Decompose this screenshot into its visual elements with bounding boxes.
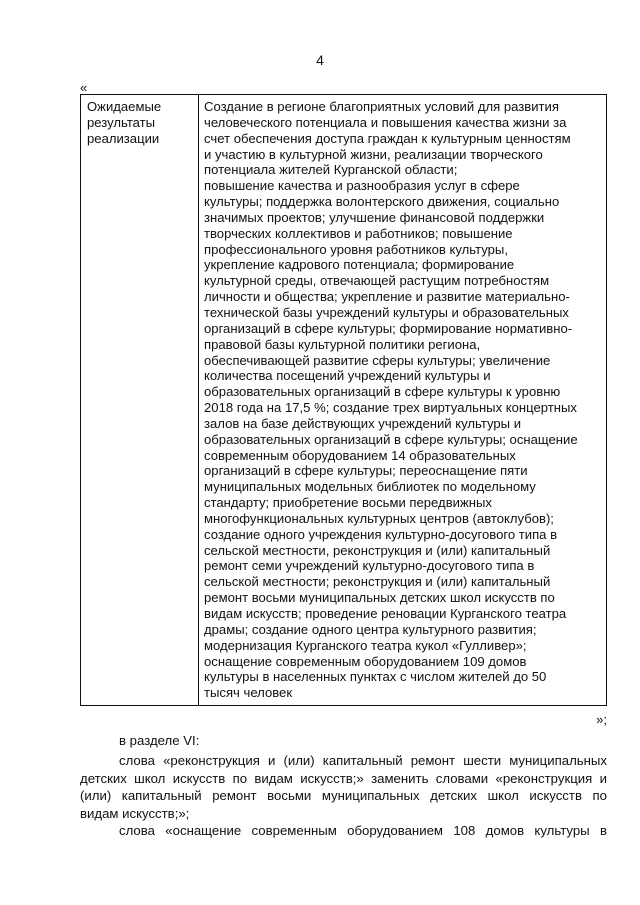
content-line: модернизация Курганского театра кукол «Гулливер»;: [204, 637, 527, 653]
amendment-paragraph-2: [80, 822, 607, 840]
paragraph-line: видам искусств;»;: [80, 805, 190, 821]
content-line: драмы; создание одного центра культурного развития;: [204, 621, 537, 637]
content-line: потенциала жителей Курганской области;: [204, 162, 458, 178]
content-line: и участию в культурной жизни, реализации творческого: [204, 146, 543, 162]
content-line: сельской местности; реконструкция и (или) капитальный: [204, 574, 551, 590]
content-line: образовательных организаций в сфере культуры; оснащение: [204, 431, 578, 447]
closing-quote-mark: »;: [596, 712, 607, 727]
label-line: результаты: [87, 114, 156, 130]
content-line: ремонт семи учреждений культурно-досугового типа в: [204, 558, 535, 574]
content-line: многофункциональных культурных центров (автоклубов);: [204, 510, 554, 526]
opening-quote-mark: «: [80, 80, 88, 95]
content-line: количества посещений учреждений культуры и: [204, 368, 491, 384]
row-content-cell: [199, 95, 607, 706]
amendment-paragraph-1: [80, 752, 607, 822]
content-line: укрепление кадрового потенциала; формирование: [204, 257, 515, 273]
table-row: [81, 95, 607, 706]
content-line: счет обеспечения доступа граждан к культурным ценностям: [204, 130, 571, 146]
content-line: творческих коллективов и работников; повышение: [204, 225, 513, 241]
content-line: современным оборудованием 14 образовательных: [204, 447, 516, 463]
content-line: человеческого потенциала и повышения качества жизни за: [204, 114, 567, 130]
content-line: оснащение современным оборудованием 109 домов: [204, 653, 527, 669]
content-line: залов на базе действующих учреждений культуры и: [204, 415, 522, 431]
paragraph-line: (или) капитальный ремонт восьми муниципальных детских школ искусств по: [80, 788, 607, 803]
content-line: обеспечивающей развитие сферы культуры; увеличение: [204, 352, 551, 368]
content-line: тысяч человек: [204, 685, 293, 701]
content-line: организаций в сфере культуры; переоснащение пяти: [204, 463, 528, 479]
content-line: культуры в населенных пунктах с числом жителей до 50: [204, 669, 547, 685]
content-line: повышение качества и разнообразия услуг в сфере: [204, 178, 520, 194]
page-number: 4: [316, 52, 324, 68]
paragraph-line: слова «реконструкция и (или) капитальный ремонт шести муниципальных: [119, 753, 607, 768]
content-line: значимых проектов; улучшение финансовой поддержки: [204, 209, 545, 225]
paragraph-line: детских школ искусств по видам искусств;» заменить словами «реконструкция и: [80, 770, 607, 786]
content-line: создание одного учреждения культурно-досугового типа в: [204, 526, 558, 542]
content-line: личности и общества; укрепление и развитие материально-: [204, 289, 570, 305]
paragraph-line: слова «оснащение современным оборудованием 108 домов культуры в: [119, 823, 607, 838]
content-line: муниципальных модельных библиотек по модельному: [204, 479, 536, 495]
content-line: образовательных организаций в сфере культуры к уровню: [204, 384, 561, 400]
content-line: организаций в сфере культуры; формирование нормативно-: [204, 320, 573, 336]
content-line: видам искусств; проведение реновации Курганского театра: [204, 606, 567, 621]
content-line: культурной среды, отвечающей растущим потребностям: [204, 273, 550, 289]
content-line: сельской местности, реконструкция и (или) капитальный: [204, 542, 551, 558]
content-line: стандарту; приобретение восьми передвижных: [204, 495, 492, 511]
content-line: Создание в регионе благоприятных условий для развития: [204, 99, 559, 114]
content-line: 2018 года на 17,5 %; создание трех виртуальных концертных: [204, 400, 577, 416]
content-line: культуры; поддержка волонтерского движения, социально: [204, 194, 560, 210]
row-label-cell: [81, 95, 199, 706]
section-heading: в разделе VI:: [119, 733, 200, 748]
expected-results-table: [80, 94, 607, 706]
label-line: Ожидаемые: [87, 99, 162, 114]
content-line: технической базы учреждений культуры и образовательных: [204, 304, 569, 320]
content-line: профессионального уровня работников культуры,: [204, 241, 508, 257]
label-line: реализации: [87, 130, 160, 146]
content-line: правовой базы культурной политики региона,: [204, 336, 481, 352]
content-line: ремонт восьми муниципальных детских школ искусств по: [204, 590, 555, 606]
